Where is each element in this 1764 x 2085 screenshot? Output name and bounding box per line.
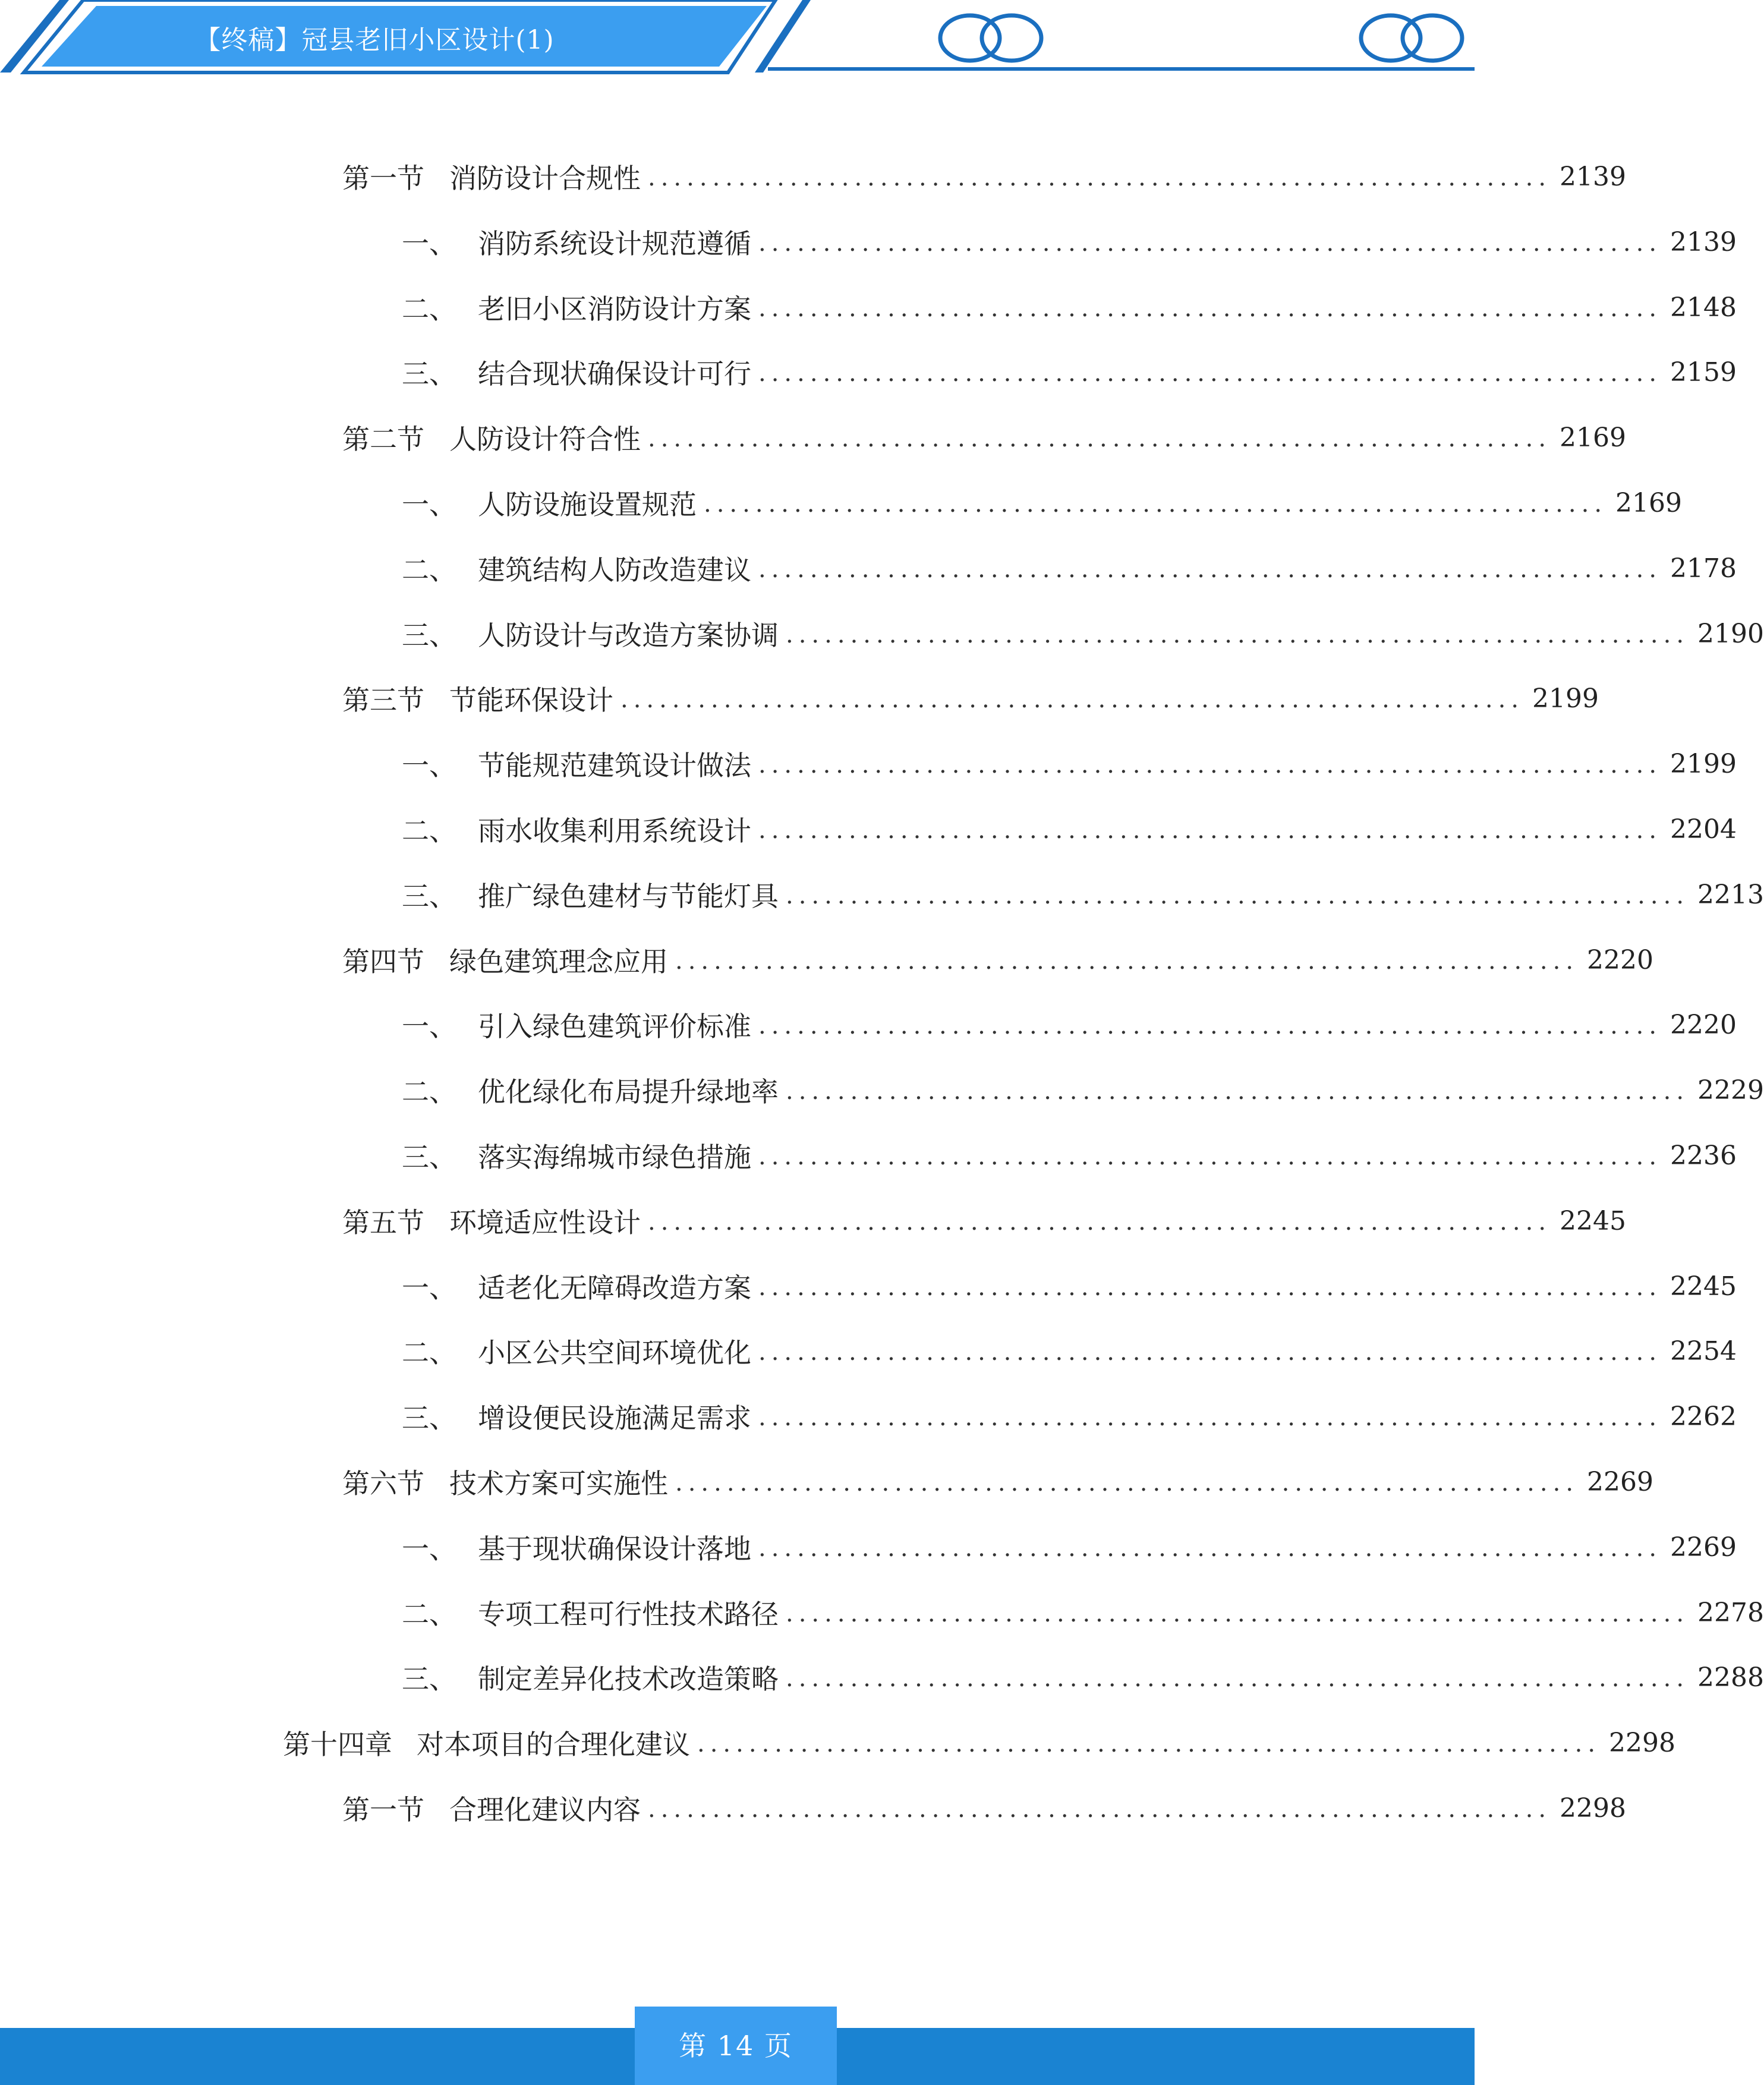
toc-entry[interactable] — [402, 482, 1683, 524]
toc-entry[interactable] — [402, 1330, 1737, 1372]
toc-entry-page: 2245 — [1560, 1205, 1627, 1236]
toc-entry-page: 2139 — [1670, 226, 1737, 257]
toc-dot-leader: ...................................................................... — [758, 1404, 1662, 1431]
toc-dot-leader: ...................................................................... — [704, 490, 1608, 518]
toc-entry-title: 合理化建议内容 — [449, 1794, 641, 1826]
toc-entry-number: 二、 — [402, 1598, 456, 1630]
toc-entry-title: 绿色建筑理念应用 — [449, 946, 668, 978]
toc-entry-number: 一、 — [402, 749, 456, 782]
toc-entry[interactable] — [342, 939, 1654, 981]
toc-entry[interactable] — [402, 1526, 1737, 1568]
page-number: 第 14 页 — [635, 2007, 837, 2085]
toc-entry[interactable] — [283, 1722, 1676, 1763]
toc-entry-page: 2220 — [1670, 1009, 1737, 1040]
toc-entry[interactable] — [402, 1135, 1737, 1176]
toc-entry-title: 适老化无障碍改造方案 — [478, 1272, 751, 1304]
toc-dot-leader: ...................................................................... — [786, 1078, 1690, 1105]
toc-entry-title: 推广绿色建材与节能灯具 — [478, 880, 779, 912]
toc-dot-leader: ...................................................................... — [675, 1469, 1579, 1497]
toc-entry-number: 第四节 — [342, 946, 424, 978]
toc-dot-leader: ...................................................................... — [648, 425, 1552, 452]
toc-entry[interactable] — [402, 286, 1737, 328]
toc-dot-leader: ...................................................................... — [758, 1535, 1662, 1562]
toc-entry-title: 增设便民设施满足需求 — [478, 1402, 751, 1434]
toc-entry-page: 2204 — [1670, 814, 1737, 845]
toc-entry-title: 消防设计合规性 — [449, 162, 641, 194]
toc-entry-page: 2159 — [1670, 357, 1737, 388]
toc-entry-number: 第一节 — [342, 1794, 424, 1826]
toc-entry[interactable] — [402, 1265, 1737, 1307]
toc-entry-number: 二、 — [402, 554, 456, 586]
toc-entry-page: 2199 — [1670, 748, 1737, 779]
toc-entry-number: 一、 — [402, 228, 456, 260]
toc-entry-page: 2169 — [1615, 487, 1683, 518]
toc-entry-title: 小区公共空间环境优化 — [478, 1337, 751, 1369]
toc-entry[interactable] — [402, 1396, 1737, 1437]
toc-entry[interactable] — [342, 678, 1599, 719]
toc-dot-leader: ...................................................................... — [786, 621, 1690, 648]
toc-entry-page: 2236 — [1670, 1140, 1737, 1171]
toc-entry[interactable] — [342, 1787, 1627, 1829]
document-title: 【终稿】冠县老旧小区设计(1) — [194, 25, 555, 55]
toc-entry-page: 2269 — [1670, 1532, 1737, 1563]
toc-entry[interactable] — [342, 1200, 1627, 1242]
toc-entry-number: 第五节 — [342, 1207, 424, 1239]
toc-entry-title: 制定差异化技术改造策略 — [478, 1663, 779, 1695]
toc-entry[interactable] — [402, 547, 1737, 589]
toc-entry-number: 二、 — [402, 293, 456, 325]
toc-entry[interactable] — [342, 1461, 1654, 1503]
toc-dot-leader: ...................................................................... — [758, 751, 1662, 779]
toc-entry-number: 三、 — [402, 1402, 456, 1434]
toc-entry-page: 2245 — [1670, 1271, 1737, 1302]
toc-entry-page: 2139 — [1560, 161, 1627, 192]
toc-dot-leader: ...................................................................... — [786, 1600, 1690, 1627]
toc-dot-leader: ...................................................................... — [786, 1665, 1690, 1692]
toc-entry-number: 一、 — [402, 1533, 456, 1565]
toc-entry-page: 2288 — [1697, 1662, 1764, 1693]
toc-entry[interactable] — [402, 351, 1737, 393]
toc-dot-leader: ...................................................................... — [758, 360, 1662, 387]
toc-entry-number: 二、 — [402, 1337, 456, 1369]
toc-entry-title: 人防设施设置规范 — [478, 489, 697, 521]
toc-entry-page: 2190 — [1697, 618, 1764, 649]
toc-entry-title: 消防系统设计规范遵循 — [478, 228, 751, 260]
toc-entry-number: 一、 — [402, 1010, 456, 1042]
toc-entry-title: 人防设计符合性 — [449, 423, 641, 455]
toc-entry-title: 雨水收集利用系统设计 — [478, 815, 751, 847]
toc-entry[interactable] — [402, 874, 1764, 915]
toc-entry-number: 第三节 — [342, 684, 424, 716]
toc-dot-leader: ...................................................................... — [786, 882, 1690, 909]
toc-entry[interactable] — [402, 1004, 1737, 1045]
toc-entry-page: 2269 — [1587, 1466, 1654, 1497]
toc-dot-leader: ...................................................................... — [648, 1796, 1552, 1823]
toc-dot-leader: ...................................................................... — [758, 556, 1662, 583]
toc-entry[interactable] — [402, 613, 1764, 654]
toc-entry-number: 二、 — [402, 1076, 456, 1108]
toc-dot-leader: ...................................................................... — [697, 1730, 1601, 1758]
toc-entry[interactable] — [342, 156, 1627, 197]
toc-entry-number: 一、 — [402, 1272, 456, 1304]
toc-dot-leader: ...................................................................... — [758, 229, 1662, 257]
toc-entry-title: 建筑结构人防改造建议 — [478, 554, 751, 586]
toc-entry-page: 2298 — [1609, 1727, 1676, 1758]
toc-entry-title: 技术方案可实施性 — [449, 1467, 668, 1500]
toc-dot-leader: ...................................................................... — [648, 1208, 1552, 1236]
toc-dot-leader: ...................................................................... — [620, 686, 1524, 713]
toc-entry-number: 三、 — [402, 1141, 456, 1173]
toc-entry[interactable] — [342, 417, 1627, 458]
toc-entry-page: 2278 — [1697, 1597, 1764, 1628]
toc-entry-page: 2229 — [1697, 1075, 1764, 1106]
toc-entry-number: 三、 — [402, 358, 456, 390]
toc-entry-title: 专项工程可行性技术路径 — [478, 1598, 779, 1630]
toc-entry[interactable] — [402, 1656, 1764, 1698]
toc-entry-number: 第二节 — [342, 423, 424, 455]
toc-entry-number: 三、 — [402, 880, 456, 912]
toc-dot-leader: ...................................................................... — [648, 164, 1552, 191]
toc-entry-page: 2298 — [1560, 1793, 1627, 1823]
toc-entry-page: 2254 — [1670, 1336, 1737, 1366]
toc-entry-title: 落实海绵城市绿色措施 — [478, 1141, 751, 1173]
toc-entry-number: 三、 — [402, 1663, 456, 1695]
toc-entry[interactable] — [402, 1069, 1764, 1111]
toc-entry-number: 一、 — [402, 489, 456, 521]
toc-entry-title: 基于现状确保设计落地 — [478, 1533, 751, 1565]
toc-entry-number: 第一节 — [342, 162, 424, 194]
toc-entry-title: 结合现状确保设计可行 — [478, 358, 751, 390]
toc-entry-title: 环境适应性设计 — [449, 1207, 641, 1239]
toc-entry-page: 2262 — [1670, 1401, 1737, 1432]
toc-entry-title: 引入绿色建筑评价标准 — [478, 1010, 751, 1042]
toc-entry[interactable] — [402, 743, 1737, 785]
toc-dot-leader: ...................................................................... — [758, 1143, 1662, 1170]
toc-entry-number: 第六节 — [342, 1467, 424, 1500]
toc-dot-leader: ...................................................................... — [675, 947, 1579, 975]
toc-dot-leader: ...................................................................... — [758, 817, 1662, 844]
toc-entry-title: 人防设计与改造方案协调 — [478, 619, 779, 651]
toc-entry[interactable] — [402, 221, 1737, 263]
toc-dot-leader: ...................................................................... — [758, 295, 1662, 322]
toc-entry-title: 对本项目的合理化建议 — [417, 1728, 690, 1760]
toc-dot-leader: ...................................................................... — [758, 1012, 1662, 1040]
toc-entry-number: 第十四章 — [283, 1728, 392, 1760]
toc-entry-page: 2213 — [1697, 879, 1764, 910]
toc-entry-page: 2178 — [1670, 553, 1737, 584]
toc-entry-page: 2220 — [1587, 944, 1654, 975]
toc-entry-title: 老旧小区消防设计方案 — [478, 293, 751, 325]
toc-entry[interactable] — [402, 1592, 1764, 1633]
toc-entry-title: 节能环保设计 — [449, 684, 613, 716]
toc-entry-page: 2169 — [1560, 422, 1627, 453]
toc-entry[interactable] — [402, 808, 1737, 850]
toc-entry-number: 三、 — [402, 619, 456, 651]
toc-dot-leader: ...................................................................... — [758, 1338, 1662, 1366]
toc-entry-page: 2148 — [1670, 292, 1737, 323]
toc-entry-title: 优化绿化布局提升绿地率 — [478, 1076, 779, 1108]
toc-dot-leader: ...................................................................... — [758, 1274, 1662, 1301]
toc-entry-title: 节能规范建筑设计做法 — [478, 749, 751, 782]
toc-entry-number: 二、 — [402, 815, 456, 847]
toc-entry-page: 2199 — [1532, 683, 1599, 714]
